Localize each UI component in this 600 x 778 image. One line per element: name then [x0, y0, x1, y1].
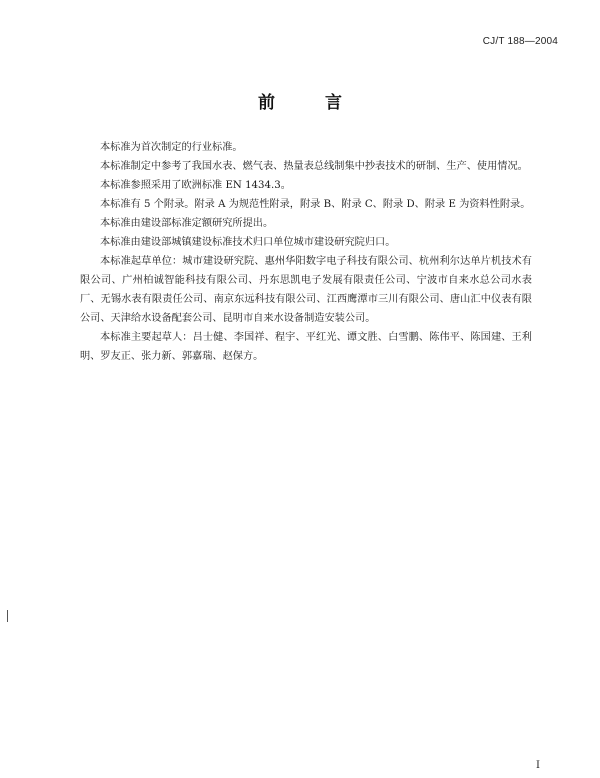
scan-artifact-mark	[7, 610, 8, 622]
page-title: 前 言	[258, 93, 364, 113]
paragraph-managed-by: 本标准由建设部城镇建设标准技术归口单位城市建设研究院归口。	[100, 237, 396, 248]
paragraph-drafting-units: 本标准起草单位：城市建设研究院、惠州华阳数字电子科技有限公司、杭州利尔达单片机技术有限公司、广州柏诚智能科技有限公司、丹东思凯电子发展有限责任公司、宁波市自来水总公司水表厂、无锡水表有限责任公司、南京东远科技有限公司、江西鹰潭市三川有限公司、唐山汇中仪表有限公司、天津给水设备配套公司、昆明市自来水设备制造安装公司。	[80, 256, 532, 324]
page-number: I	[536, 760, 540, 771]
paragraph-appendices: 本标准有 5 个附录。附录 A 为规范性附录，附录 B、附录 C、附录 D、附录 E 为资料性附录。	[100, 199, 531, 210]
paragraph-proposed-by: 本标准由建设部标准定额研究所提出。	[100, 218, 274, 229]
paragraph-reference: 本标准制定中参考了我国水表、燃气表、热量表总线制集中抄表技术的研制、生产、使用情况。	[100, 161, 528, 172]
paragraph-drafters: 本标准主要起草人：吕士健、李国祥、程宇、平红光、谭文胜、白雪鹏、陈伟平、陈国建、王利明、罗友正、张力新、郭嘉瑞、赵保方。	[80, 332, 532, 362]
standard-code: CJ/T 188—2004	[482, 36, 558, 47]
foreword-body	[80, 138, 532, 366]
paragraph-first-edition: 本标准为首次制定的行业标准。	[100, 142, 243, 153]
paragraph-european-standard: 本标准参照采用了欧洲标准 EN 1434.3。	[100, 180, 291, 191]
